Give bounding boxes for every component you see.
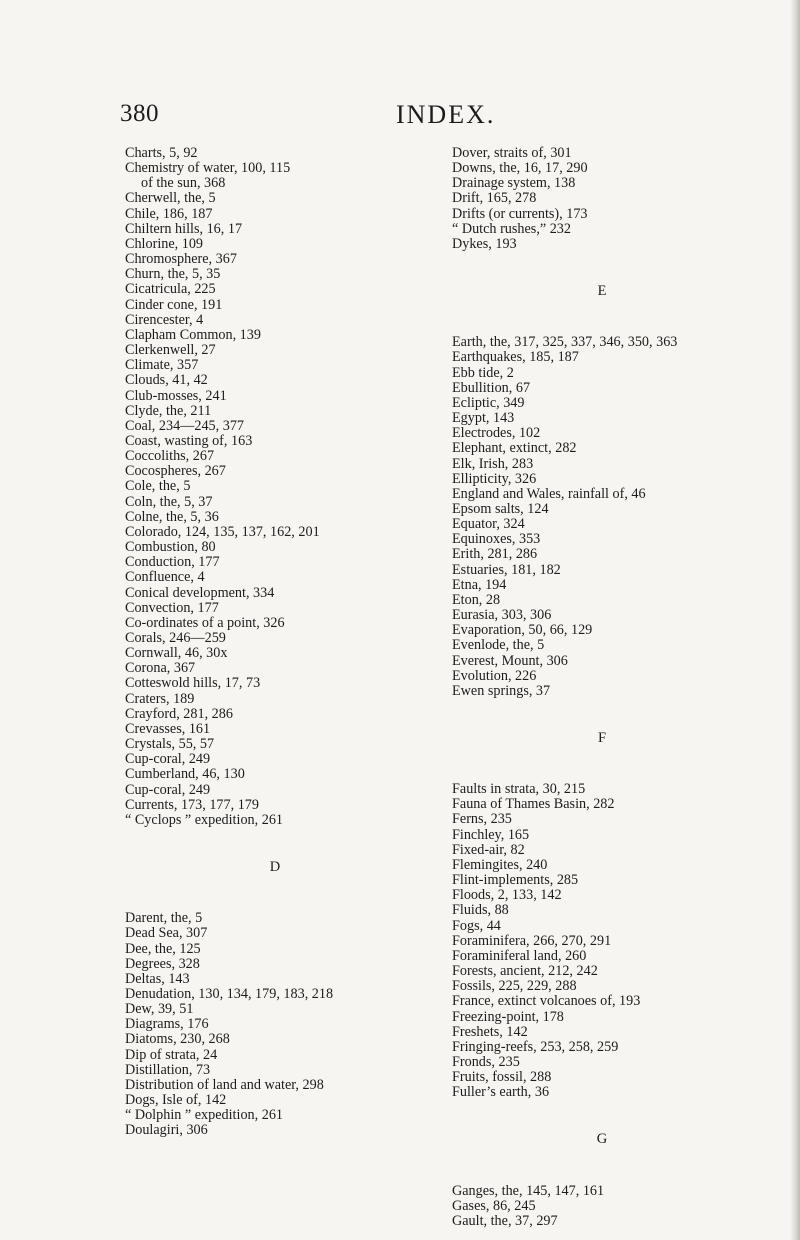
- index-entry: Currents, 173, 177, 179: [125, 796, 259, 813]
- index-entry: Earth, the, 317, 325, 337, 346, 350, 363: [452, 334, 678, 351]
- index-entry: Chemistry of water, 100, 115: [125, 160, 291, 177]
- index-block-g: [452, 1184, 792, 1229]
- index-entry: Cup-coral, 249: [125, 751, 211, 768]
- index-entry: Equator, 324: [452, 516, 525, 533]
- index-entry: Craters, 189: [125, 690, 195, 707]
- index-entry: England and Wales, rainfall of, 46: [452, 485, 646, 502]
- index-entry: Floods, 2, 133, 142: [452, 887, 562, 904]
- index-entry: “ Dutch rushes,” 232: [452, 220, 571, 237]
- index-entry: Clyde, the, 211: [125, 402, 212, 419]
- index-entry: Chiltern hills, 16, 17: [125, 220, 243, 237]
- index-entry: Ganges, the, 145, 147, 161: [452, 1182, 605, 1199]
- index-entry: Doulagiri, 306: [125, 1122, 208, 1139]
- index-entry: Cirencester, 4: [125, 311, 204, 328]
- index-entry: Ebullition, 67: [452, 379, 531, 396]
- index-entry: Finchley, 165: [452, 826, 530, 843]
- index-entry: Ferns, 235: [452, 811, 512, 828]
- index-entry: Colne, the, 5, 36: [125, 508, 219, 525]
- index-entry: Chlorine, 109: [125, 235, 204, 252]
- index-column-right: [452, 146, 792, 1229]
- section-letter-g: G: [596, 1131, 608, 1148]
- index-entry: Ecliptic, 349: [452, 394, 525, 411]
- index-entry: Cotteswold hills, 17, 73: [125, 675, 261, 692]
- index-block-d: [125, 911, 455, 1138]
- index-entry: Ewen springs, 37: [452, 682, 551, 699]
- index-entry: Gault, the, 37, 297: [452, 1212, 558, 1229]
- index-entry: “ Dolphin ” expedition, 261: [125, 1107, 284, 1124]
- index-entry: Drifts (or currents), 173: [452, 205, 588, 222]
- index-entry: Deltas, 143: [125, 970, 190, 987]
- index-entry: Cornwall, 46, 30x: [125, 645, 228, 662]
- index-entry: Conical development, 334: [125, 584, 275, 601]
- index-entry: Freezing-point, 178: [452, 1008, 564, 1025]
- index-entry: Fringing-reefs, 253, 258, 259: [452, 1038, 619, 1055]
- index-entry: Denudation, 130, 134, 179, 183, 218: [125, 985, 334, 1002]
- index-entry: Eton, 28: [452, 591, 501, 608]
- index-entry: Corals, 246—259: [125, 630, 226, 646]
- index-block-c: [125, 146, 455, 828]
- index-entry: Dogs, Isle of, 142: [125, 1092, 227, 1109]
- index-entry: Climate, 357: [125, 357, 199, 374]
- index-block-f: [452, 782, 792, 1100]
- index-entry: France, extinct volcanoes of, 193: [452, 993, 641, 1010]
- index-entry: Fixed-air, 82: [452, 841, 525, 858]
- index-entry: Cup-coral, 249: [125, 781, 211, 798]
- index-entry: Evenlode, the, 5: [452, 637, 545, 654]
- index-entry: Cinder cone, 191: [125, 296, 223, 313]
- index-entry: Epsom salts, 124: [452, 500, 549, 517]
- index-entry: Elephant, extinct, 282: [452, 440, 577, 457]
- index-entry: Faults in strata, 30, 215: [452, 781, 586, 798]
- index-entry: Dew, 39, 51: [125, 1001, 194, 1018]
- running-title: INDEX.: [396, 100, 496, 129]
- index-entry: Flint-implements, 285: [452, 872, 579, 889]
- index-entry: Cole, the, 5: [125, 478, 191, 495]
- index-entry: Fuller’s earth, 36: [452, 1084, 550, 1101]
- index-entry: Convection, 177: [125, 599, 219, 616]
- index-entry: Egypt, 143: [452, 410, 515, 427]
- page-header: [120, 100, 720, 136]
- index-entry: Fronds, 235: [452, 1053, 520, 1070]
- index-entry: Churn, the, 5, 35: [125, 266, 221, 283]
- index-entry: Dead Sea, 307: [125, 925, 208, 942]
- index-entry: Distillation, 73: [125, 1061, 211, 1078]
- index-entry: Darent, the, 5: [125, 910, 203, 927]
- index-entry: Clouds, 41, 42: [125, 372, 208, 389]
- index-entry: Drift, 165, 278: [452, 190, 537, 207]
- index-entry: Dip of strata, 24: [125, 1046, 218, 1063]
- index-entry: Fossils, 225, 229, 288: [452, 978, 577, 995]
- section-letter-d: D: [269, 859, 281, 876]
- index-entry: Freshets, 142: [452, 1023, 528, 1040]
- index-entry: Diagrams, 176: [125, 1016, 209, 1033]
- index-entry: Etna, 194: [452, 576, 507, 593]
- section-letter-e: E: [597, 283, 607, 300]
- index-entry: Downs, the, 16, 17, 290: [452, 160, 588, 177]
- index-entry: Clerkenwell, 27: [125, 342, 216, 359]
- index-entry: Dover, straits of, 301: [452, 145, 572, 161]
- index-entry: Cocospheres, 267: [125, 463, 226, 480]
- index-entry: of the sun, 368: [141, 175, 226, 192]
- section-letter-f: F: [597, 730, 607, 746]
- index-entry: Colorado, 124, 135, 137, 162, 201: [125, 523, 320, 540]
- index-entry: Crystals, 55, 57: [125, 736, 215, 753]
- index-entry: Co-ordinates of a point, 326: [125, 614, 285, 631]
- index-entry: Confluence, 4: [125, 569, 205, 586]
- index-entry: Coccoliths, 267: [125, 448, 215, 465]
- index-entry: Fogs, 44: [452, 917, 501, 934]
- index-entry: Foraminiferal land, 260: [452, 947, 587, 964]
- page-number: 380: [120, 100, 159, 127]
- index-entry: Fauna of Thames Basin, 282: [452, 796, 615, 813]
- index-entry: Distribution of land and water, 298: [125, 1076, 324, 1093]
- index-entry: “ Cyclops ” expedition, 261: [125, 811, 284, 828]
- index-entry: Estuaries, 181, 182: [452, 561, 561, 578]
- index-entry: Coln, the, 5, 37: [125, 493, 213, 510]
- index-entry: Combustion, 80: [125, 539, 216, 556]
- index-block-e: [452, 335, 792, 699]
- index-entry: Fruits, fossil, 288: [452, 1069, 552, 1086]
- index-entry: Ebb tide, 2: [452, 364, 514, 381]
- index-entry: Everest, Mount, 306: [452, 652, 568, 669]
- index-entry: Clapham Common, 139: [125, 326, 261, 343]
- index-entry: Evaporation, 50, 66, 129: [452, 622, 593, 639]
- index-entry: Elk, Irish, 283: [452, 455, 534, 472]
- index-entry: Corona, 367: [125, 660, 196, 677]
- index-entry: Equinoxes, 353: [452, 531, 541, 548]
- index-entry: Coal, 234—245, 377: [125, 417, 245, 434]
- index-entry: Crevasses, 161: [125, 720, 211, 737]
- index-block-d-continued: [452, 146, 792, 252]
- index-entry: Charts, 5, 92: [125, 145, 198, 161]
- index-entry: Diatoms, 230, 268: [125, 1031, 230, 1048]
- index-entry: Dykes, 193: [452, 235, 517, 252]
- index-entry: Foraminifera, 266, 270, 291: [452, 932, 612, 949]
- index-entry: Degrees, 328: [125, 955, 200, 972]
- index-entry: Electrodes, 102: [452, 425, 541, 442]
- index-entry: Fluids, 88: [452, 902, 509, 919]
- index-entry: Gases, 86, 245: [452, 1197, 536, 1214]
- index-entry: Erith, 281, 286: [452, 546, 538, 563]
- index-entry: Club-mosses, 241: [125, 387, 227, 404]
- index-entry: Evolution, 226: [452, 667, 537, 684]
- index-entry: Eurasia, 303, 306: [452, 607, 552, 624]
- index-entry: Chromosphere, 367: [125, 251, 237, 268]
- index-entry: Cicatricula, 225: [125, 281, 216, 298]
- index-entry: Dee, the, 125: [125, 940, 201, 957]
- index-entry: Chile, 186, 187: [125, 205, 213, 222]
- index-entry: Conduction, 177: [125, 554, 220, 571]
- index-entry: Crayford, 281, 286: [125, 705, 233, 722]
- index-column-left: [125, 146, 455, 1139]
- index-entry: Flemingites, 240: [452, 856, 548, 873]
- index-entry: Drainage system, 138: [452, 175, 576, 192]
- index-entry: Cherwell, the, 5: [125, 190, 216, 207]
- index-entry: Cumberland, 46, 130: [125, 766, 245, 783]
- index-entry: Coast, wasting of, 163: [125, 432, 253, 449]
- index-entry: Forests, ancient, 212, 242: [452, 963, 598, 980]
- index-entry: Ellipticity, 326: [452, 470, 537, 487]
- index-entry: Earthquakes, 185, 187: [452, 349, 579, 366]
